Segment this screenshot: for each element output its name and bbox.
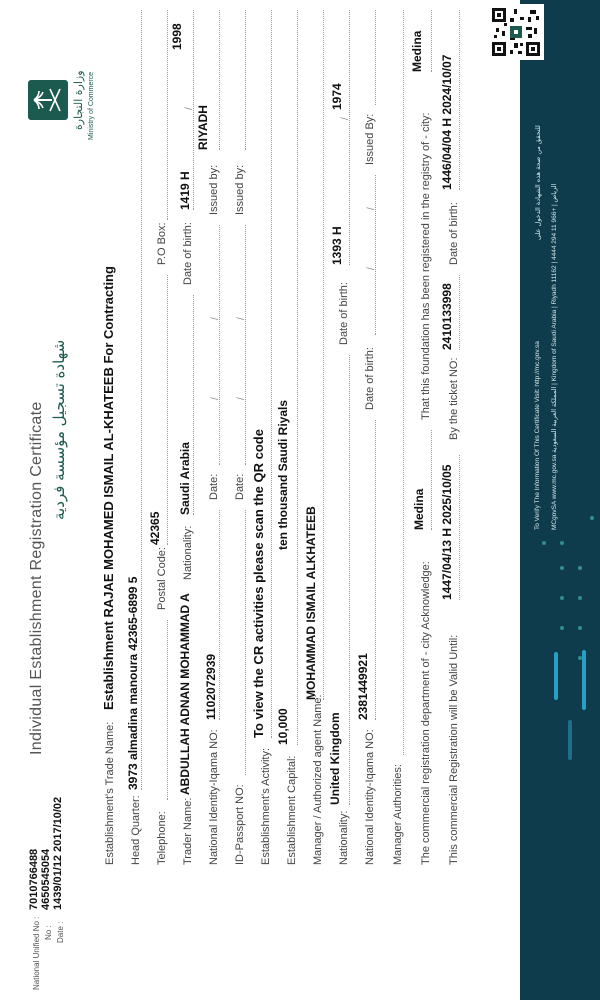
- no-value: 4650545054: [40, 848, 52, 910]
- activity-value: To view the CR activities please scan the QR code: [251, 429, 266, 738]
- ticket-label: By the ticket NO:: [448, 357, 460, 440]
- postal-code-label: Postal Code:: [156, 547, 168, 610]
- capital-words: ten thousand Saudi Riyals: [276, 399, 290, 550]
- footer-panel: [520, 0, 600, 1000]
- unified-no-value: 7010766488: [28, 848, 40, 910]
- ticket-value: 2410133998: [440, 283, 454, 350]
- telephone-label: Telephone:: [156, 811, 168, 865]
- trader-dob-label: Date of birth:: [182, 222, 194, 285]
- manager-id-value: 2381449921: [356, 653, 370, 720]
- manager-id-issued-label: Issued By:: [364, 113, 376, 165]
- manager-dob-hijri: 1393 H: [330, 226, 344, 265]
- passport-date-label: Date:: [234, 473, 246, 500]
- unified-no-label: National Unified No :: [32, 916, 41, 990]
- trade-name-value: Establishment RAJAE MOHAMED ISMAIL AL-KHATEEB For Contracting: [101, 266, 116, 710]
- valid-until-label: This commercial Registration will be Valid Until:: [448, 634, 460, 865]
- decor-dot: [578, 626, 582, 630]
- trade-name-label: Establishment's Trade Name:: [104, 721, 116, 865]
- certificate: To Verify The Information Of This Certificate Visit: http://mc.gov.sa للتحقق من صحة هذه الشهادة الدخول على MCgovSA www.mc.gov.sa المملكة العربية السعودية | Kingdom of Saudi Arabia | Riyadh 11162 | الرياض | +966 11 294 4444 وزارة التجارة Ministry of Commerce Individual Establishment Registration Certificate شهادة تسجيل مؤسسة فردية National Unified No : 7010766488 No : 4650545054 Date : 1439/01/12 2017/10/02 Establishment's Trade Name: Establishment RAJAE MOHAMED ISMAIL AL-KHATEEB For Contracting Head Quarter: 3973 almadina manoura 42365-6899 5 Telephone: Postal Code: 42365 P.O Box: Trader Name: ABDULLAH ADNAN MOHAMMAD A Nationality: Saudi Arabia Date of birth: 1419 H / 1998 National Identity-Iqama NO: 1102072939 Date: / / Issued by: RIYADH ID-Passport NO: Date: / / Issued by: Establishment's Activity: To view the CR activities please scan the QR code Establishment Capital: 10,000 ten thousand Saudi Riyals Manager / Authorized agent Name: MOHAMMAD ISMAIL ALKHATEEB Nationality: United Kingdom Date of birth: 1393 H / 1974 National Identity-Iqama NO: 2381449921 Date of birth: / / Issued By: Manager Authorities: The commercial registration department of - city Acknowledge: Medina That this foundation has been registered in the registry of - city: Medina This commercial Registration will be Valid Until: 1447/04/13 H 2025/10/05 By the ticket NO: 2410133998 Date of birth: 1446/04/04 H 2024/10/07: [0, 0, 600, 1000]
- date-label: Date :: [56, 921, 65, 943]
- trader-name-value: ABDULLAH ADNAN MOHAMMAD A: [178, 593, 192, 795]
- decor-dot: [590, 516, 594, 520]
- decor-dot: [578, 596, 582, 600]
- no-label: No :: [44, 925, 53, 940]
- decor-dot: [578, 566, 582, 570]
- verify-text-ar: للتحقق من صحة هذه الشهادة الدخول على: [534, 125, 542, 240]
- date-value: 1439/01/12 2017/10/02: [52, 796, 64, 910]
- national-id-issued-label: Issued by:: [208, 164, 220, 215]
- qr-code-icon: [488, 4, 544, 60]
- decor-dot: [560, 566, 564, 570]
- decor-dot: [542, 541, 546, 545]
- manager-dob-greg: 1974: [330, 83, 344, 110]
- trader-dob-hijri: 1419 H: [178, 171, 192, 210]
- manager-label: Manager / Authorized agent Name:: [312, 694, 324, 865]
- certificate-title: Individual Establishment Registration Certificate: [28, 401, 45, 755]
- trader-name-label: Trader Name:: [182, 797, 194, 865]
- national-id-date-label: Date:: [208, 473, 220, 500]
- head-quarter-value: 3973 almadina manoura 42365-6899 5: [126, 576, 140, 790]
- certificate-title-ar: شهادة تسجيل مؤسسة فردية: [50, 339, 68, 520]
- contact-line: MCgovSA www.mc.gov.sa المملكة العربية السعودية | Kingdom of Saudi Arabia | Riyadh 11162 | الرياض | +966 11 294 4444: [551, 183, 558, 530]
- reg-foundation-label: That this foundation has been registered in the registry of - city:: [420, 112, 432, 420]
- national-id-label: National Identity-Iqama NO:: [208, 729, 220, 865]
- passport-label: ID-Passport NO:: [234, 784, 246, 865]
- decor-stripe: [568, 720, 572, 760]
- valid-until-value: 1447/04/13 H 2025/10/05: [440, 464, 454, 600]
- manager-id-dob-label: Date of birth:: [364, 347, 376, 410]
- manager-nationality-value: United Kingdom: [328, 712, 342, 805]
- ticket-dob-label: Date of birth:: [448, 202, 460, 265]
- ticket-dob-value: 1446/04/04 H 2024/10/07: [440, 54, 454, 190]
- passport-issued-label: Issued by:: [234, 164, 246, 215]
- reg-dept-label: The commercial registration department of - city Acknowledge:: [420, 561, 432, 865]
- capital-number: 10,000: [276, 708, 290, 745]
- authorities-label: Manager Authorities:: [392, 764, 404, 865]
- decor-stripe: [582, 650, 586, 710]
- manager-id-label: National Identity-Iqama NO:: [364, 729, 376, 865]
- national-id-value: 1102072939: [204, 653, 218, 720]
- trader-dob-greg: 1998: [170, 23, 184, 50]
- manager-value: MOHAMMAD ISMAIL ALKHATEEB: [304, 506, 318, 700]
- decor-dot: [560, 541, 564, 545]
- postal-code-value: 42365: [148, 511, 162, 545]
- verify-text: To Verify The Information Of This Certificate Visit: http://mc.gov.sa: [534, 341, 541, 530]
- ministry-name-ar: وزارة التجارة: [72, 70, 85, 130]
- activity-label: Establishment's Activity:: [260, 747, 272, 865]
- decor-dot: [560, 596, 564, 600]
- reg-dept-value: Medina: [412, 488, 426, 530]
- manager-dob-label: Date of birth:: [338, 282, 350, 345]
- trader-nationality-value: Saudi Arabia: [178, 442, 192, 515]
- head-quarter-label: Head Quarter:: [130, 795, 142, 865]
- capital-label: Establishment Capital:: [286, 755, 298, 865]
- decor-dot: [560, 626, 564, 630]
- po-box-label: P.O Box:: [156, 222, 168, 265]
- national-id-issued-value: RIYADH: [196, 105, 210, 150]
- reg-foundation-value: Medina: [410, 30, 424, 72]
- ministry-name-en: Ministry of Commerce: [88, 71, 95, 140]
- decor-stripe: [554, 652, 558, 700]
- trader-nationality-label: Nationality:: [182, 525, 194, 580]
- manager-nationality-label: Nationality:: [338, 810, 350, 865]
- palm-swords-emblem-icon: [28, 80, 68, 120]
